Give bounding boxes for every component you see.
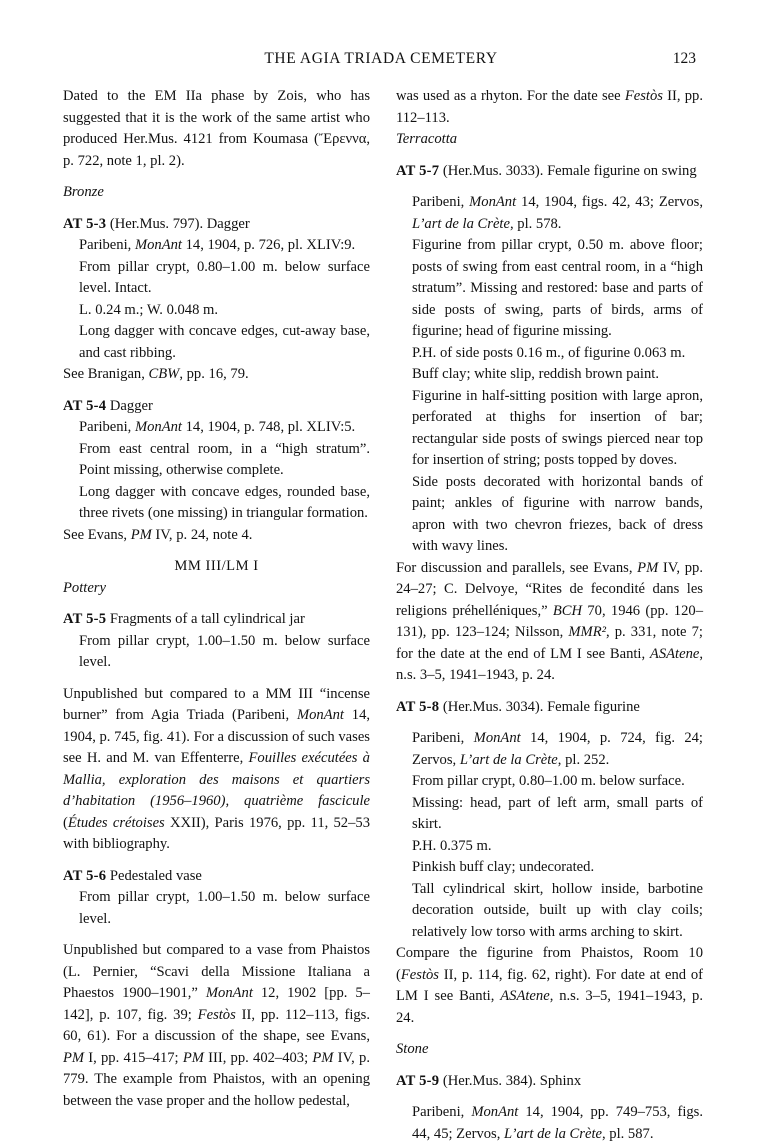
catalog-id: AT 5-7 bbox=[396, 162, 440, 179]
entry-heading-at-5-8 bbox=[396, 697, 703, 719]
findspot: From pillar crypt, 1.00–1.50 m. below surface level. bbox=[79, 889, 370, 927]
entry-heading-at-5-4 bbox=[63, 396, 370, 418]
see-also: See Evans, PM IV, p. 24, note 4. bbox=[63, 526, 253, 543]
entry-heading-at-5-5 bbox=[63, 609, 370, 631]
catalog-id: AT 5-5 bbox=[63, 611, 107, 627]
entry-heading-at-5-6 bbox=[63, 866, 370, 888]
entry-heading-at-5-7 bbox=[396, 161, 703, 183]
entry-heading-at-5-9 bbox=[396, 1071, 703, 1093]
findspot: From east central room, in a “high stratum”. Point missing, otherwise complete. bbox=[79, 440, 370, 478]
missing-parts: Missing: head, part of left arm, small parts of skirt. bbox=[412, 794, 703, 832]
reference: Paribeni, MonAnt 14, 1904, pp. 749–753, figs. 44, 45; Zervos, L’art de la Crète, pl. 587. bbox=[412, 1104, 704, 1142]
period-heading: MM III/LM I bbox=[174, 558, 259, 574]
running-header bbox=[0, 48, 762, 72]
findspot: From pillar crypt, 1.00–1.50 m. below surface level. bbox=[79, 632, 370, 670]
running-title: THE AGIA TRIADA CEMETERY bbox=[264, 50, 498, 67]
entry-title: (Her.Mus. 384). Sphinx bbox=[442, 1072, 582, 1089]
catalog-id: AT 5-3 bbox=[63, 215, 107, 232]
dimensions: L. 0.24 m.; W. 0.048 m. bbox=[79, 301, 219, 318]
right-column bbox=[396, 86, 703, 1145]
discussion: Unpublished but compared to a MM III “incense burner” from Agia Triada (Paribeni, MonAnt 14, 1904, p. 745, fig. 41). For a discussion of such vases see H. and M. van Effenterre, Fouilles exécutées à Mallia, exploration des maisons et quartiers d’habitation (1956–1960), quatrième fascicule (Études crétoises XXII), Paris 1976, pp. 11, 52–53 with bibliography. bbox=[63, 685, 371, 852]
discussion: For discussion and parallels, see Evans, PM IV, pp. 24–27; C. Delvoye, “Rites de fecondité dans les religions préhelléniques,” BCH 70, 1946 (pp. 120–131), pp. 123–124; Nilsson, MMR², p. 331, note 7; for the date at the end of LM I see Banti, ASAtene, n.s. 3–5, 1941–1943, p. 24. bbox=[396, 559, 703, 683]
entry-title: (Her.Mus. 797). Dagger bbox=[109, 215, 250, 232]
fabric: Pinkish buff clay; undecorated. bbox=[412, 859, 595, 875]
reference: Paribeni, MonAnt 14, 1904, figs. 42, 43; Zervos, L’art de la Crète, pl. 578. bbox=[412, 194, 703, 232]
page-number: 123 bbox=[672, 50, 696, 67]
entry-title: Fragments of a tall cylindrical jar bbox=[109, 611, 305, 627]
left-column bbox=[63, 86, 370, 1112]
findspot: From pillar crypt, 0.80–1.00 m. below surface. bbox=[412, 773, 685, 789]
description: Figurine in half-sitting position with large apron, perforated at thighs for insertion of bar; rectangular side posts of swings pierced near top for insertion of string; posts topped by doves. bbox=[412, 387, 703, 468]
intro-paragraph: Dated to the EM IIa phase by Zois, who has suggested that it is the work of the same artist who produced Her.Mus. 4121 from Koumasa (Ἔρεννα, p. 722, note 1, pl. 2). bbox=[63, 88, 370, 169]
description: Long dagger with concave edges, rounded base, three rivets (one missing) in triangular formation. bbox=[79, 483, 370, 521]
reference: Paribeni, MonAnt 14, 1904, p. 724, fig. 24; Zervos, L’art de la Crète, pl. 252. bbox=[412, 730, 703, 768]
reference: Paribeni, MonAnt 14, 1904, p. 748, pl. XLIV:5. bbox=[79, 419, 356, 435]
category-stone: Stone bbox=[396, 1041, 429, 1057]
catalog-id: AT 5-6 bbox=[63, 867, 107, 884]
entry-title: (Her.Mus. 3034). Female figurine bbox=[442, 698, 640, 715]
entry-heading-at-5-3 bbox=[63, 214, 370, 236]
catalog-id: AT 5-4 bbox=[63, 397, 107, 414]
see-also: See Branigan, CBW, pp. 16, 79. bbox=[63, 366, 249, 382]
description: Long dagger with concave edges, cut-away base, and cast ribbing. bbox=[79, 323, 370, 361]
description: Tall cylindrical skirt, hollow inside, barbotine decoration outside, built up with clay coils; relatively low torso with arms arching to skirt. bbox=[412, 880, 703, 940]
continued-paragraph: was used as a rhyton. For the date see Festòs II, pp. 112–113. bbox=[396, 88, 703, 126]
entry-title: Dagger bbox=[109, 397, 153, 414]
findspot: Figurine from pillar crypt, 0.50 m. above floor; posts of swing from east central room, in a “high stratum”. Missing and restored: base and parts of side posts of swing, parts of birds, arms of figurine; head of figurine missing. bbox=[412, 237, 703, 339]
fabric: Buff clay; white slip, reddish brown paint. bbox=[412, 366, 659, 382]
entry-title: Pedestaled vase bbox=[109, 867, 202, 884]
catalog-id: AT 5-8 bbox=[396, 698, 440, 715]
dimensions: P.H. 0.375 m. bbox=[412, 837, 492, 854]
category-pottery: Pottery bbox=[63, 579, 106, 596]
category-bronze: Bronze bbox=[63, 184, 104, 200]
category-terracotta: Terracotta bbox=[396, 131, 458, 147]
findspot: From pillar crypt, 0.80–1.00 m. below surface level. Intact. bbox=[79, 258, 370, 296]
discussion: Unpublished but compared to a vase from Phaistos (L. Pernier, “Scavi della Missione Italiana a Phaestos 1900–1901,” MonAnt 12, 1902 [pp. 5–142], p. 107, fig. 39; Festòs II, pp. 112–113, figs. 60, 61). For a discussion of the shape, see Evans, PM I, pp. 415–417; PM III, pp. 402–403; PM IV, p. 779. The example from Phaistos, with an opening between the vase proper and the hollow pedestal, bbox=[63, 942, 370, 1109]
discussion: Compare the figurine from Phaistos, Room 10 (Festòs II, p. 114, fig. 62, right). For date at end of LM I see Banti, ASAtene, n.s. 3–5, 1941–1943, p. 24. bbox=[396, 945, 703, 1026]
catalog-id: AT 5-9 bbox=[396, 1072, 440, 1089]
entry-title: (Her.Mus. 3033). Female figurine on swing bbox=[442, 162, 697, 179]
decoration: Side posts decorated with horizontal bands of paint; ankles of figurine with narrow bands, apron with two chevron friezes, back of dress with wavy lines. bbox=[412, 473, 703, 554]
dimensions: P.H. of side posts 0.16 m., of figurine 0.063 m. bbox=[412, 344, 686, 361]
reference: Paribeni, MonAnt 14, 1904, p. 726, pl. XLIV:9. bbox=[79, 237, 356, 253]
